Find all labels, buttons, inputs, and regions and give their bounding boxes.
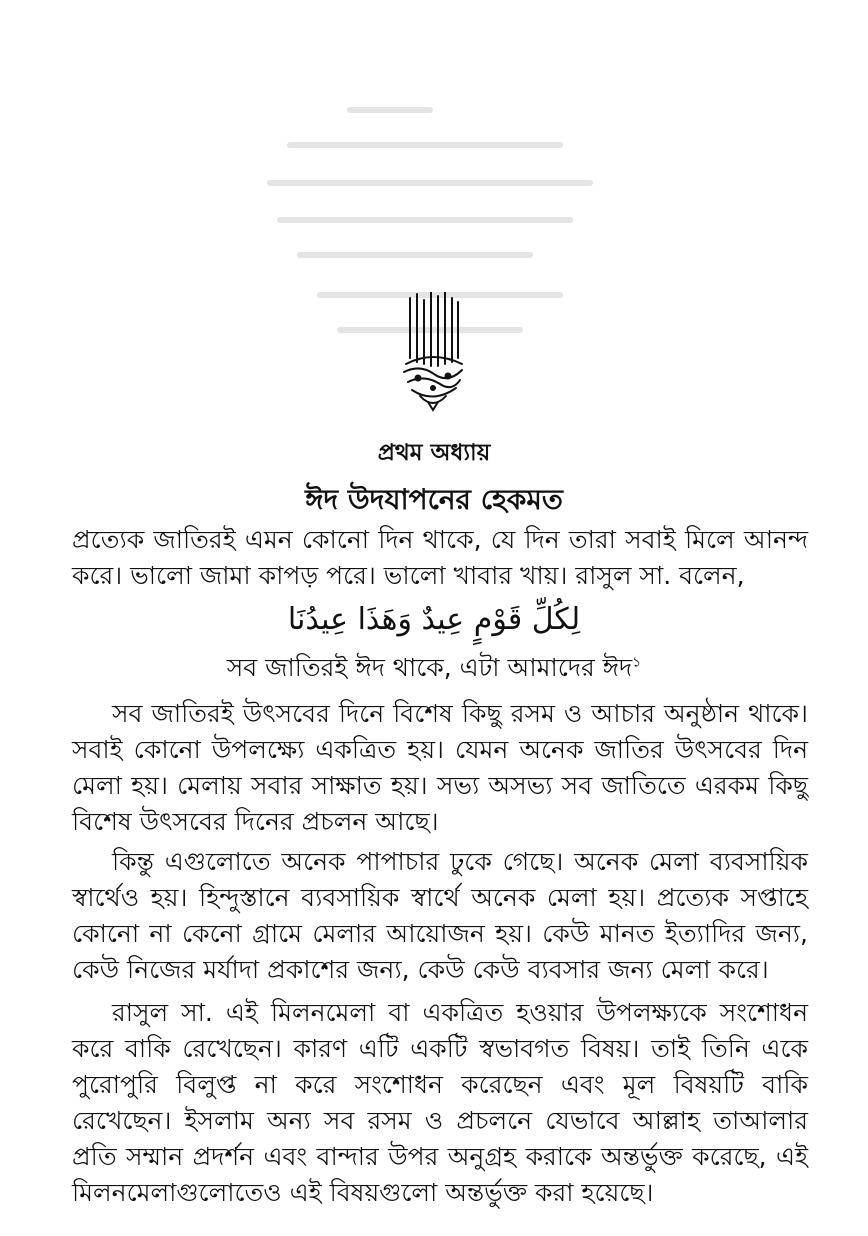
- paragraph-festivals: সব জাতিরই উৎসবের দিনে বিশেষ কিছু রসম ও আচার অনুষ্ঠান থাকে। সবাই কোনো উপলক্ষ্যে একত্রিত হয়। যেমন অনেক জাতির উৎসবের দিন মেলা হয়। মেলায় সবার সাক্ষাত হয়। সভ্য অসভ্য সব জাতিতে এরকম কিছু বিশেষ উৎসবের দিনের প্রচলন আছে।: [72, 699, 808, 836]
- bismillah-calligraphy-icon: [400, 292, 466, 412]
- chapter-label: প্রথম অধ্যায়: [377, 440, 491, 466]
- paragraph-reform: রাসুল সা. এই মিলনমেলা বা একত্রিত হওয়ার উপলক্ষ্যকে সংশোধন করে বাকি রেখেছেন। কারণ এটি একটি স্বভাবগত বিষয়। তাই তিনি একে পুরোপুরি বিলুপ্ত না করে সংশোধন করেছেন এবং মূল বিষয়টি বাকি রেখেছেন। ইসলাম অন্য সব রসম ও প্রচলনে যেভাবে আল্লাহ তাআলার প্রতি সম্মান প্রদর্শন এবং বান্দার উপর অনুগ্রহ করাকে অন্তর্ভুক্ত করেছে, এই মিলনমেলাগুলোতেও এই বিষয়গুলো অন্তর্ভুক্ত করা হয়েছে।: [72, 998, 808, 1207]
- footnote-mark: ১: [632, 654, 642, 671]
- hadith-translation-text: সব জাতিরই ঈদ থাকে, এটা আমাদের ঈদ: [226, 653, 633, 682]
- paragraph-fairs: কিন্তু এগুলোতে অনেক পাপাচার ঢুকে গেছে। অনেক মেলা ব্যবসায়িক স্বার্থেও হয়। হিন্দুস্তানে ব্যবসায়িক স্বার্থে অনেক মেলা হয়। প্রত্যেক সপ্তাহে কোনো না কেনো গ্রামে মেলার আয়োজন হয়। কেউ মানত ইত্যাদির জন্য, কেউ নিজের মর্যাদা প্রকাশের জন্য, কেউ কেউ ব্যবসার জন্য মেলা করে।: [72, 847, 808, 984]
- hadith-translation: [0, 648, 868, 691]
- chapter-title: ঈদ উদযাপনের হেকমত: [305, 483, 563, 516]
- hadith-arabic: لِكُلِّ قَوْمٍ عِيدٌ وَهَذَا عِيدُنَا: [287, 602, 581, 637]
- paragraph-intro: প্রত্যেক জাতিরই এমন কোনো দিন থাকে, যে দিন তারা সবাই মিলে আনন্দ করে। ভালো জামা কাপড় পরে। ভালো খাবার খায়। রাসুল সা. বলেন,: [72, 525, 808, 590]
